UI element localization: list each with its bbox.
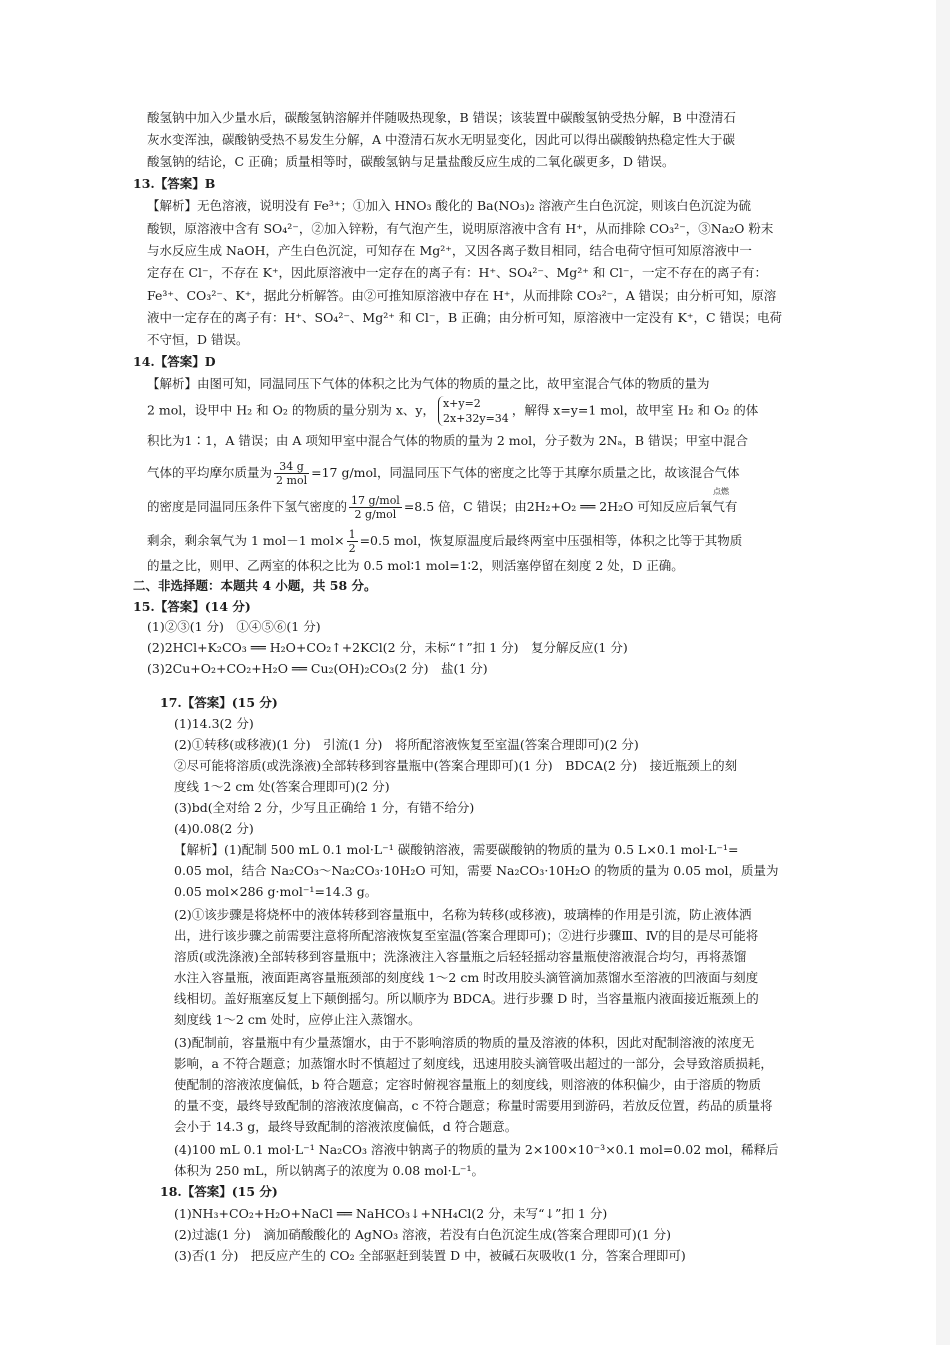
q18-answer-line-3: (3)否(1 分) 把反应产生的 CO₂ 全部驱赶到装置 D 中，被碱石灰吸收(1 分，答案合理即可)	[174, 1248, 686, 1263]
q12-text-line-3: 酸氢钠的结论，C 正确；质量相等时，碳酸氢钠与足量盐酸反应生成的二氧化碳更多，D 错误。	[147, 154, 675, 169]
scan-right-edge	[936, 0, 950, 1345]
q14-line-6-start: 剩余，剩余氧气为 1 mol－1 mol×	[147, 533, 345, 548]
q18-answer-heading: 18.【答案】(15 分)	[160, 1184, 278, 1199]
q14-line-5-start: 的密度是同温同压条件下氢气密度的	[147, 499, 348, 514]
equation-1: x+y=2	[442, 397, 481, 410]
q14-line-5-end: =8.5 倍，C 错误；由2H₂+O₂ ══ 2H₂O 可知反应后氧气有	[403, 499, 738, 514]
q17-analysis-3-line-5: 会小于 14.3 g，最终导致配制的溶液浓度偏低，d 符合题意。	[174, 1119, 518, 1134]
q14-analysis-line-3: 积比为1∶1，A 错误；由 A 项知甲室中混合气体的物质的量为 2 mol，分子数为 2Nₐ，B 错误；甲室中混合	[147, 433, 749, 448]
fraction-half	[347, 528, 358, 555]
fraction-molar-mass	[274, 460, 309, 487]
equation-system	[438, 396, 509, 426]
q17-analysis-3-line-2: 影响，a 不符合题意；加蒸馏水时不慎超过了刻度线，迅速用胶头滴管吸出超过的一部分，会导致溶质损耗，	[174, 1056, 773, 1071]
q17-answer-line-2: (2)①转移(或移液)(1 分) 引流(1 分) 将所配溶液恢复至室温(答案合理即可)(2 分)	[174, 737, 639, 752]
q13-analysis-line-4: 定存在 Cl⁻，不存在 K⁺，因此原溶液中一定存在的离子有：H⁺、SO₄²⁻、Mg²⁺ 和 Cl⁻，一定不存在的离子有：	[147, 265, 767, 280]
q14-analysis-line-7: 的量之比，则甲、乙两室的体积之比为 0.5 mol∶1 mol=1∶2，则活塞停留在刻度 2 处，D 正确。	[147, 558, 684, 573]
q17-analysis-2-line-1: (2)①该步骤是将烧杯中的液体转移到容量瓶中，名称为转移(或移液)，玻璃棒的作用是引流，防止液体洒	[174, 907, 752, 922]
q17-analysis-2-line-6: 刻度线 1～2 cm 处时，应停止注入蒸馏水。	[174, 1012, 421, 1027]
q15-answer-line-2: (2)2HCl+K₂CO₃ ══ H₂O+CO₂↑+2KCl(2 分，未标“↑”扣 1 分) 复分解反应(1 分)	[147, 640, 628, 655]
q17-analysis-2-line-2: 出，进行该步骤之前需要注意将所配溶液恢复至室温(答案合理即可)；②进行步骤Ⅲ、Ⅳ的目的是尽可能将	[174, 928, 759, 943]
ignite-condition-label: 点燃	[713, 487, 729, 496]
fraction-density-ratio	[349, 494, 402, 521]
q17-analysis-4-line-2: 体积为 250 mL，所以钠离子的浓度为 0.08 mol·L⁻¹。	[174, 1163, 484, 1178]
q12-text-line-2: 灰水变浑浊，碳酸钠受热不易发生分解，A 中澄清石灰水无明显变化，因此可以得出碳酸钠热稳定性大于碳	[147, 132, 736, 147]
q13-analysis-line-3: 与水反应生成 NaOH，产生白色沉淀，可知存在 Mg²⁺，又因各离子数目相同，结合电荷守恒可知原溶液中一	[147, 243, 752, 258]
fraction-denominator: 2 g/mol	[354, 508, 397, 521]
q17-analysis-3-line-1: (3)配制前，容量瓶中有少量蒸馏水，由于不影响溶质的物质的量及溶液的体积，因此对配制溶液的浓度无	[174, 1035, 755, 1050]
q14-analysis-line-2	[147, 396, 758, 426]
equation-2: 2x+32y=34	[442, 412, 509, 425]
fraction-numerator: 1	[348, 528, 356, 541]
q14-analysis-line-1: 【解析】由图可知，同温同压下气体的体积之比为气体的物质的量之比，故甲室混合气体的物质的量为	[147, 376, 710, 391]
q17-analysis-3-line-4: 的量不变，最终导致配制的溶液浓度偏高，c 不符合题意；称量时需要用到游码，若放反位置，药品的质量将	[174, 1098, 773, 1113]
q17-analysis-2-line-5: 线相切。盖好瓶塞反复上下颠倒摇匀。所以顺序为 BDCA。进行步骤 D 时，当容量瓶内液面接近瓶颈上的	[174, 991, 759, 1006]
q17-answer-line-3: ②尽可能将溶质(或洗涤液)全部转移到容量瓶中(答案合理即可)(1 分) BDCA(2 分) 接近瓶颈上的刻	[174, 758, 738, 773]
q12-text-line-1: 酸氢钠中加入少量水后，碳酸氢钠溶解并伴随吸热现象，B 错误；该装置中碳酸氢钠受热分解，B 中澄清石	[147, 110, 736, 125]
q17-answer-line-4: 度线 1～2 cm 处(答案合理即可)(2 分)	[174, 779, 390, 794]
q18-answer-line-2: (2)过滤(1 分) 滴加硝酸酸化的 AgNO₃ 溶液，若没有白色沉淀生成(答案合理即可)(1 分)	[174, 1227, 671, 1242]
fraction-numerator: 34 g	[274, 460, 309, 474]
q14-line-2-start: 2 mol，设甲中 H₂ 和 O₂ 的物质的量分别为 x、y，	[147, 402, 435, 418]
q17-analysis-2-line-3: 溶质(或洗涤液)全部转移到容量瓶中；洗涤液注入容量瓶之后轻轻摇动容量瓶使溶液混合均匀，再将蒸馏	[174, 949, 747, 964]
q17-analysis-3-line-3: 使配制的溶液浓度偏低，b 符合题意；定容时俯视容量瓶上的刻度线，则溶液的体积偏少，由于溶质的物质	[174, 1077, 761, 1092]
q17-analysis-2-line-4: 水注入容量瓶，液面距离容量瓶颈部的刻度线 1～2 cm 时改用胶头滴管滴加蒸馏水至溶液的凹液面与刻度	[174, 970, 759, 985]
q17-analysis-line-3: 0.05 mol×286 g·mol⁻¹=14.3 g。	[174, 884, 378, 899]
q13-analysis-line-2: 酸钡，原溶液中含有 SO₄²⁻，②加入锌粉，有气泡产生，说明原溶液中含有 H⁺，从而排除 CO₃²⁻，③Na₂O 粉末	[147, 221, 774, 236]
q17-answer-heading: 17.【答案】(15 分)	[160, 695, 278, 710]
q17-analysis-4-line-1: (4)100 mL 0.1 mol·L⁻¹ Na₂CO₃ 溶液中钠离子的物质的量为 2×100×10⁻³×0.1 mol=0.02 mol，稀释后	[174, 1142, 779, 1157]
q17-analysis-line-1: 【解析】(1)配制 500 mL 0.1 mol·L⁻¹ 碳酸钠溶液，需要碳酸钠的物质的量为 0.5 L×0.1 mol·L⁻¹=	[174, 842, 739, 857]
q15-answer-heading: 15.【答案】(14 分)	[133, 599, 251, 614]
q13-analysis-line-6: 液中一定存在的离子有：H⁺、SO₄²⁻、Mg²⁺ 和 Cl⁻，B 正确；由分析可知，原溶液中一定没有 K⁺，C 错误；电荷	[147, 310, 783, 325]
q18-answer-line-1: (1)NH₃+CO₂+H₂O+NaCl ══ NaHCO₃↓+NH₄Cl(2 分，未写“↓”扣 1 分)	[174, 1206, 608, 1221]
q14-line-4-end: =17 g/mol，同温同压下气体的密度之比等于其摩尔质量之比，故该混合气体	[311, 465, 740, 480]
q15-answer-line-3: (3)2Cu+O₂+CO₂+H₂O ══ Cu₂(OH)₂CO₃(2 分) 盐(1 分)	[147, 661, 488, 676]
q15-answer-line-1: (1)②③(1 分) ①④⑤⑥(1 分)	[147, 619, 321, 634]
fraction-denominator: 2	[348, 542, 356, 555]
q14-line-2-end: ，解得 x=y=1 mol，故甲室 H₂ 和 O₂ 的体	[511, 402, 759, 418]
q14-line-4-start: 气体的平均摩尔质量为	[147, 465, 273, 480]
q14-answer-heading: 14.【答案】D	[133, 354, 216, 369]
q13-analysis-line-1: 【解析】无色溶液，说明没有 Fe³⁺；①加入 HNO₃ 酸化的 Ba(NO₃)₂ 溶液产生白色沉淀，则该白色沉淀为硫	[147, 198, 752, 213]
fraction-numerator: 17 g/mol	[351, 494, 400, 507]
q13-analysis-line-7: 不守恒，D 错误。	[147, 332, 249, 347]
section-heading: 二、非选择题：本题共 4 小题，共 58 分。	[133, 578, 377, 593]
q14-line-6-end: =0.5 mol，恢复原温度后最终两室中压强相等，体积之比等于其物质	[359, 533, 743, 548]
q17-analysis-line-2: 0.05 mol，结合 Na₂CO₃～Na₂CO₃·10H₂O 可知，需要 Na₂CO₃·10H₂O 的物质的量为 0.05 mol，质量为	[174, 863, 779, 878]
q17-answer-line-5: (3)bd(全对给 2 分，少写且正确给 1 分，有错不给分)	[174, 800, 475, 815]
q14-analysis-line-4	[147, 460, 740, 487]
fraction-denominator: 2 mol	[276, 474, 308, 487]
q17-answer-line-6: (4)0.08(2 分)	[174, 821, 254, 836]
q14-analysis-line-6	[147, 528, 742, 555]
q17-answer-line-1: (1)14.3(2 分)	[174, 716, 254, 731]
q14-analysis-line-5	[147, 494, 737, 521]
q13-answer-heading: 13.【答案】B	[133, 176, 216, 191]
q13-analysis-line-5: Fe³⁺、CO₃²⁻、K⁺，据此分析解答。由②可推知原溶液中存在 H⁺，从而排除 CO₃²⁻，A 错误；由分析可知，原溶	[147, 288, 777, 303]
